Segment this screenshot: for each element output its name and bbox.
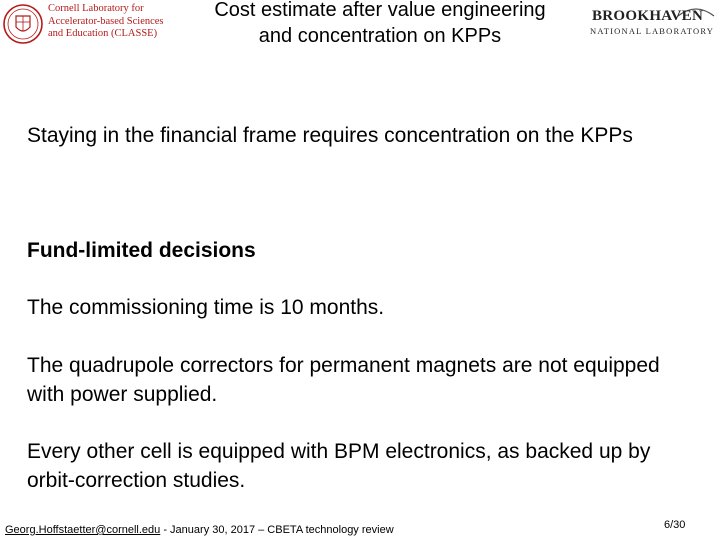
footer-text: - January 30, 2017 – CBETA technology review xyxy=(160,524,394,536)
cornell-seal-icon xyxy=(2,1,44,47)
brookhaven-subtitle: NATIONAL LABORATORY xyxy=(590,26,715,36)
brookhaven-name: BROOKHAVEN xyxy=(592,8,704,24)
body-paragraph: The commissioning time is 10 months. xyxy=(27,296,385,319)
cornell-logo-line: Accelerator-based Sciences xyxy=(48,15,164,27)
cornell-logo-line: and Education (CLASSE) xyxy=(48,28,158,39)
slide-title-line: Cost estimate after value engineering xyxy=(214,0,546,21)
cornell-classe-logo xyxy=(2,1,174,47)
body-paragraph: Staying in the financial frame requires concentration on the KPPs xyxy=(27,124,633,147)
slide-title xyxy=(170,0,590,49)
section-heading: Fund-limited decisions xyxy=(27,239,256,262)
body-paragraph: The quadrupole correctors for permanent magnets are not equipped with power supplied. xyxy=(27,354,660,406)
body-paragraph: Every other cell is equipped with BPM electronics, as backed up by orbit-correction studies. xyxy=(27,440,651,492)
cornell-logo-text xyxy=(48,3,164,41)
cornell-logo-line: Cornell Laboratory for xyxy=(48,3,144,14)
footer-email-link[interactable]: Georg.Hoffstaetter@cornell.edu xyxy=(5,524,161,536)
page-number: 6/30 xyxy=(664,519,686,531)
brookhaven-logo xyxy=(588,6,720,40)
slide-title-line: and concentration on KPPs xyxy=(258,25,502,47)
footer xyxy=(5,524,394,536)
